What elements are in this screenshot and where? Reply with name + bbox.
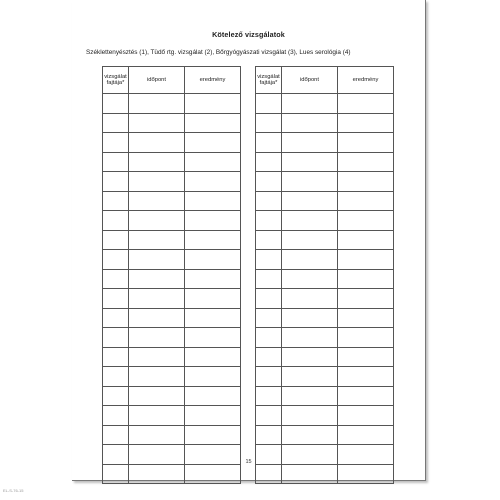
cell-exam-type[interactable]: [103, 94, 129, 114]
table-row: [103, 367, 241, 387]
cell-exam-type[interactable]: [256, 308, 282, 328]
cell-date[interactable]: [282, 250, 338, 270]
cell-result[interactable]: [338, 230, 394, 250]
cell-exam-type[interactable]: [256, 406, 282, 426]
cell-date[interactable]: [129, 152, 185, 172]
table-row: [103, 406, 241, 426]
exam-table-right: [255, 66, 394, 484]
table-row: [256, 172, 394, 192]
cell-exam-type[interactable]: [103, 250, 129, 270]
cell-date[interactable]: [129, 386, 185, 406]
table-row: [103, 250, 241, 270]
cell-exam-type[interactable]: [256, 464, 282, 484]
cell-exam-type[interactable]: [256, 94, 282, 114]
exam-table-left: [102, 66, 241, 484]
cell-exam-type[interactable]: [256, 328, 282, 348]
table-row: [256, 113, 394, 133]
cell-result[interactable]: [338, 133, 394, 153]
cell-result[interactable]: [338, 425, 394, 445]
cell-exam-type[interactable]: [103, 172, 129, 192]
cell-exam-type[interactable]: [103, 367, 129, 387]
print-code: EL-S-76-15: [3, 488, 24, 493]
cell-result[interactable]: [185, 289, 241, 309]
cell-date[interactable]: [129, 289, 185, 309]
cell-result[interactable]: [338, 347, 394, 367]
table-row: [103, 172, 241, 192]
cell-date[interactable]: [129, 113, 185, 133]
cell-result[interactable]: [338, 94, 394, 114]
document-page: [72, 0, 426, 481]
table-row: [256, 230, 394, 250]
cell-date[interactable]: [129, 328, 185, 348]
cell-result[interactable]: [338, 250, 394, 270]
cell-date[interactable]: [129, 425, 185, 445]
header-date: időpont: [282, 67, 338, 94]
cell-exam-type[interactable]: [256, 172, 282, 192]
cell-date[interactable]: [282, 347, 338, 367]
cell-date[interactable]: [282, 94, 338, 114]
cell-exam-type[interactable]: [103, 425, 129, 445]
table-row: [103, 133, 241, 153]
table-row: [256, 250, 394, 270]
cell-result[interactable]: [185, 230, 241, 250]
cell-date[interactable]: [282, 133, 338, 153]
cell-exam-type[interactable]: [256, 386, 282, 406]
cell-date[interactable]: [129, 308, 185, 328]
cell-exam-type[interactable]: [256, 367, 282, 387]
cell-result[interactable]: [338, 152, 394, 172]
table-row: [256, 328, 394, 348]
cell-result[interactable]: [338, 386, 394, 406]
cell-result[interactable]: [185, 191, 241, 211]
cell-result[interactable]: [338, 172, 394, 192]
table-row: [103, 230, 241, 250]
cell-result[interactable]: [185, 406, 241, 426]
cell-exam-type[interactable]: [103, 133, 129, 153]
cell-result[interactable]: [185, 464, 241, 484]
table-row: [103, 308, 241, 328]
cell-date[interactable]: [282, 328, 338, 348]
table-row: [256, 347, 394, 367]
cell-date[interactable]: [129, 347, 185, 367]
table-row: [256, 289, 394, 309]
table-row: [103, 386, 241, 406]
cell-exam-type[interactable]: [103, 464, 129, 484]
cell-date[interactable]: [282, 152, 338, 172]
cell-exam-type[interactable]: [103, 191, 129, 211]
table-row: [103, 152, 241, 172]
cell-date[interactable]: [282, 464, 338, 484]
cell-result[interactable]: [185, 425, 241, 445]
table-row: [103, 464, 241, 484]
cell-date[interactable]: [129, 230, 185, 250]
cell-result[interactable]: [185, 269, 241, 289]
cell-exam-type[interactable]: [103, 269, 129, 289]
cell-date[interactable]: [282, 367, 338, 387]
cell-exam-type[interactable]: [103, 308, 129, 328]
cell-result[interactable]: [185, 250, 241, 270]
header-exam-type: vizsgálat fajtája*: [256, 67, 282, 94]
table-row: [256, 269, 394, 289]
cell-exam-type[interactable]: [103, 230, 129, 250]
cell-result[interactable]: [338, 191, 394, 211]
header-result: eredmény: [185, 67, 241, 94]
cell-result[interactable]: [338, 308, 394, 328]
cell-result[interactable]: [338, 211, 394, 231]
cell-date[interactable]: [129, 94, 185, 114]
cell-result[interactable]: [185, 133, 241, 153]
table-row: [103, 269, 241, 289]
cell-exam-type[interactable]: [256, 191, 282, 211]
table-row: [256, 464, 394, 484]
table-row: [103, 94, 241, 114]
cell-exam-type[interactable]: [103, 289, 129, 309]
cell-exam-type[interactable]: [256, 133, 282, 153]
cell-date[interactable]: [129, 269, 185, 289]
page-number: 15: [245, 459, 252, 465]
cell-exam-type[interactable]: [256, 269, 282, 289]
cell-exam-type[interactable]: [256, 152, 282, 172]
cell-result[interactable]: [185, 328, 241, 348]
cell-date[interactable]: [129, 367, 185, 387]
cell-exam-type[interactable]: [256, 289, 282, 309]
page-title: Kötelező vizsgálatok: [212, 30, 285, 39]
table-row: [103, 191, 241, 211]
cell-exam-type[interactable]: [256, 230, 282, 250]
cell-date[interactable]: [129, 250, 185, 270]
cell-date[interactable]: [282, 269, 338, 289]
table-row: [103, 211, 241, 231]
cell-date[interactable]: [282, 308, 338, 328]
table-row: [256, 425, 394, 445]
cell-exam-type[interactable]: [256, 347, 282, 367]
cell-result[interactable]: [185, 308, 241, 328]
cell-date[interactable]: [129, 191, 185, 211]
header-exam-type: vizsgálat fajtája*: [103, 67, 129, 94]
table-row: [103, 328, 241, 348]
cell-result[interactable]: [185, 113, 241, 133]
header-result: eredmény: [338, 67, 394, 94]
cell-result[interactable]: [338, 367, 394, 387]
cell-result[interactable]: [185, 94, 241, 114]
cell-date[interactable]: [282, 289, 338, 309]
table-row: [103, 289, 241, 309]
table-header-row: [103, 67, 241, 94]
cell-result[interactable]: [338, 464, 394, 484]
cell-result[interactable]: [185, 172, 241, 192]
cell-result[interactable]: [338, 406, 394, 426]
table-row: [256, 94, 394, 114]
cell-exam-type[interactable]: [103, 406, 129, 426]
cell-exam-type[interactable]: [103, 328, 129, 348]
cell-date[interactable]: [282, 386, 338, 406]
table-row: [256, 406, 394, 426]
cell-exam-type[interactable]: [256, 250, 282, 270]
table-row: [256, 367, 394, 387]
table-row: [256, 191, 394, 211]
cell-exam-type[interactable]: [103, 386, 129, 406]
cell-date[interactable]: [282, 113, 338, 133]
cell-date[interactable]: [282, 406, 338, 426]
cell-exam-type[interactable]: [103, 211, 129, 231]
cell-result[interactable]: [338, 269, 394, 289]
header-date: időpont: [129, 67, 185, 94]
cell-date[interactable]: [282, 191, 338, 211]
cell-exam-type[interactable]: [103, 113, 129, 133]
table-row: [256, 211, 394, 231]
cell-result[interactable]: [185, 152, 241, 172]
cell-date[interactable]: [282, 230, 338, 250]
cell-exam-type[interactable]: [256, 211, 282, 231]
cell-date[interactable]: [129, 464, 185, 484]
cell-result[interactable]: [185, 211, 241, 231]
cell-exam-type[interactable]: [256, 425, 282, 445]
cell-result[interactable]: [338, 328, 394, 348]
table-row: [256, 308, 394, 328]
cell-date[interactable]: [129, 172, 185, 192]
table-body: [256, 94, 394, 484]
table-header-row: [256, 67, 394, 94]
cell-date[interactable]: [129, 406, 185, 426]
table-body: [103, 94, 241, 484]
cell-date[interactable]: [282, 211, 338, 231]
cell-date[interactable]: [282, 425, 338, 445]
table-row: [256, 133, 394, 153]
cell-date[interactable]: [129, 211, 185, 231]
cell-exam-type[interactable]: [103, 347, 129, 367]
cell-result[interactable]: [185, 347, 241, 367]
cell-result[interactable]: [185, 386, 241, 406]
cell-exam-type[interactable]: [256, 113, 282, 133]
cell-result[interactable]: [338, 113, 394, 133]
cell-result[interactable]: [338, 289, 394, 309]
table-row: [103, 113, 241, 133]
cell-exam-type[interactable]: [103, 152, 129, 172]
exam-legend: Széklettenyésztés (1), Tüdő rtg. vizsgálat (2), Bőrgyógyászati vizsgálat (3), Lues serológia (4): [86, 49, 351, 56]
cell-result[interactable]: [185, 367, 241, 387]
table-row: [256, 152, 394, 172]
table-row: [256, 386, 394, 406]
table-row: [103, 347, 241, 367]
table-row: [103, 425, 241, 445]
cell-date[interactable]: [129, 133, 185, 153]
cell-date[interactable]: [282, 172, 338, 192]
